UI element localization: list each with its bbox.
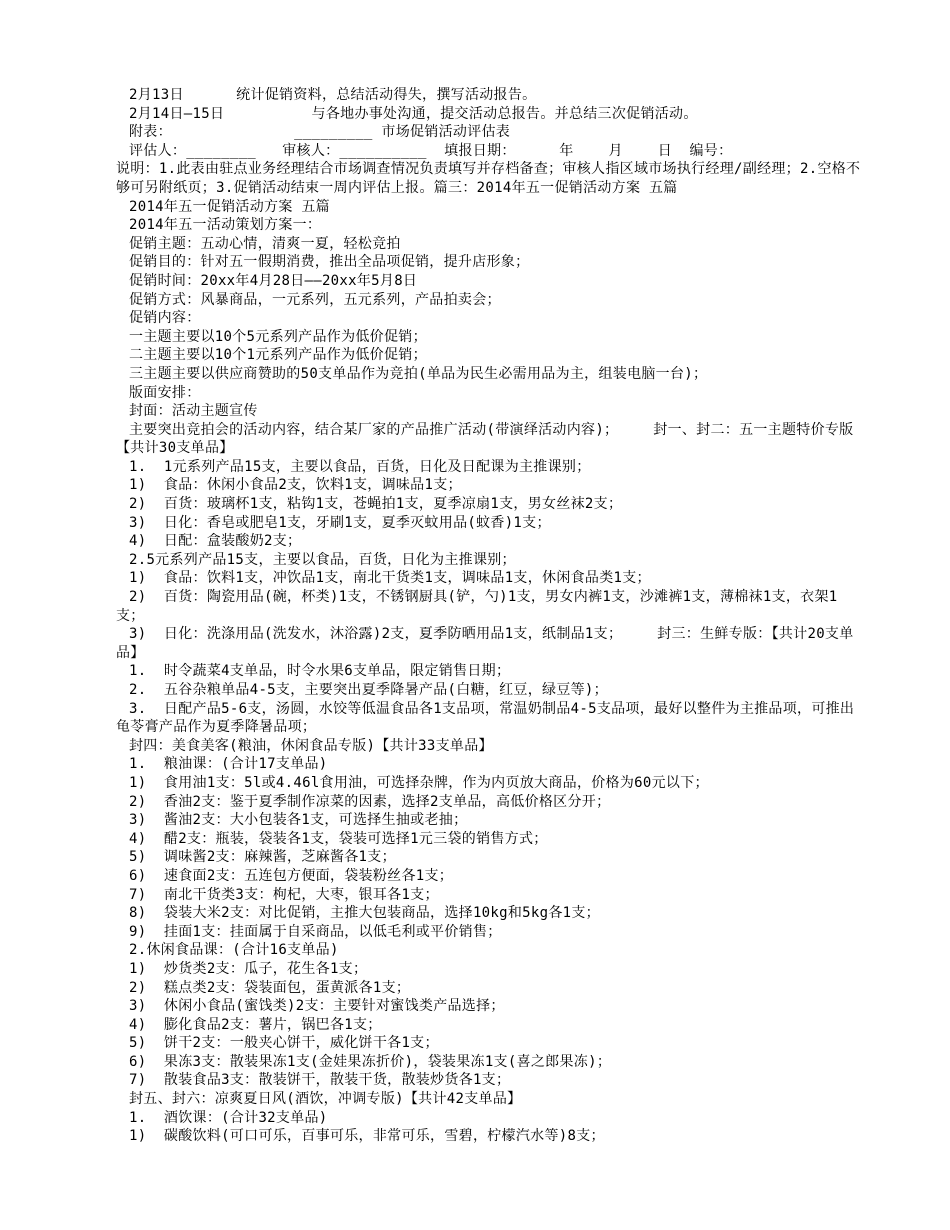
text-line: 2. 五谷杂粮单品4-5支，主要突出夏季降暑产品(白糖，红豆，绿豆等)； (129, 682, 608, 698)
text-line: 4) 日配：盒装酸奶2支； (129, 533, 302, 550)
text-line: 1) 炒货类2支：瓜子，花生各1支； (129, 960, 368, 977)
text-line: 5) 调味酱2支：麻辣酱，芝麻酱各1支； (129, 849, 396, 866)
text-line: 4) 膨化食品2支：薯片，锅巴各1支； (129, 1016, 382, 1033)
text-line: 3) 休闲小食品(蜜饯类)2支：主要针对蜜饯类产品选择； (129, 998, 505, 1015)
text-line: 促销方式：风暴商品，一元系列，五元系列，产品拍卖会； (129, 291, 501, 308)
text-line: 附表： _________ 市场促销活动评估表 (129, 124, 511, 141)
document-body (116, 86, 862, 1146)
text-line: 促销主题：五动心情，清爽一夏，轻松竞拍 (129, 235, 401, 252)
text-line: 1. 粮油课：(合计17支单品) (129, 756, 328, 773)
text-line: 2014年五一活动策划方案一： (129, 217, 322, 234)
text-line: 2) 百货：玻璃杯1支，粘钩1支，苍蝇拍1支，夏季凉扇1支，男女丝袜2支； (129, 496, 623, 513)
text-line: 1) 食品：饮料1支，冲饮品1支，南北干货类1支，调味品1支，休闲食品类1支； (129, 570, 651, 587)
text-line: 5) 饼干2支：一般夹心饼干，威化饼干各1支； (129, 1035, 439, 1052)
text-line: 2月14日—15日 与各地办事处沟通，提交活动总报告。并总结三次促销活动。 (129, 105, 698, 122)
text-line: 2月13日 统计促销资料，总结活动得失，撰写活动报告。 (129, 87, 537, 103)
text-line: 2) 香油2支：鉴于夏季制作凉菜的因素，选择2支单品，高低价格区分开； (129, 793, 611, 810)
text-line: 1. 时令蔬菜4支单品，时令水果6支单品，限定销售日期； (129, 663, 511, 680)
text-line: 2.5元系列产品15支，主要以食品，百货，日化为主推课别； (129, 551, 516, 568)
text-line: 3) 酱油2支：大小包装各1支，可选择生抽或老抽； (129, 812, 468, 829)
text-line: 三主题主要以供应商赞助的50支单品作为竞拍(单品为民生必需用品为主，组装电脑一台)； (129, 365, 708, 382)
text-line: 1. 酒饮课：(合计32支单品) (129, 1109, 328, 1126)
text-line: 3) 日化：香皂或肥皂1支，牙刷1支，夏季灭蚊用品(蚊香)1支； (129, 514, 551, 531)
text-line: 促销时间：20xx年4月28日——20xx年5月8日 (129, 272, 418, 289)
text-line: 二主题主要以10个1元系列产品作为低价促销； (129, 347, 427, 364)
text-line: 1. 1元系列产品15支，主要以食品，百货，日化及日配课为主推课别； (129, 458, 591, 475)
text-line: 1) 碳酸饮料(可口可乐，百事可乐，非常可乐，雪碧，柠檬汽水等)8支； (129, 1128, 605, 1145)
text-line: 说明：1.此表由驻点业务经理结合市场调查情况负责填写并存档备查；审核人指区域市场执行经理/副经理；2.空格不够可另附纸页；3.促销活动结束一周内评估上报。篇三：2014年五一促销活动方案 五篇 (116, 161, 861, 196)
text-line: 2014年五一促销活动方案 五篇 (129, 198, 330, 215)
text-line: 6) 果冻3支：散装果冻1支(金娃果冻折价)，袋装果冻1支(喜之郎果冻)； (129, 1053, 612, 1070)
text-line: 评估人：________ 审核人：__________ 填报日期： 年 月 日 编号： (129, 142, 733, 159)
text-line: 3. 日配产品5-6支，汤圆，水饺等低温食品各1支品项，常温奶制品4-5支品项，最好以整件为主推品项，可推出龟苓膏产品作为夏季降暑品项； (116, 700, 855, 736)
text-line: 3) 日化：洗涤用品(洗发水，沐浴露)2支，夏季防晒用品1支，纸制品1支； 封三：生鲜专版：【共计20支单品】 (116, 626, 854, 661)
text-line: 1) 食品：休闲小食品2支，饮料1支，调味品1支； (129, 477, 462, 494)
text-line: 9) 挂面1支：挂面属于自采商品，以低毛利或平价销售； (129, 923, 502, 940)
text-line: 封四：美食美客(粮油，休闲食品专版)【共计33支单品】 (129, 737, 493, 754)
text-line: 主要突出竞拍会的活动内容，结合某厂家的产品推广活动(带演绎活动内容)； 封一、封二：五一主题特价专版【共计30支单品】 (116, 421, 854, 457)
text-line: 6) 速食面2支：五连包方便面，袋装粉丝各1支； (129, 867, 454, 884)
text-line: 封五、封六：凉爽夏日风(酒饮，冲调专版)【共计42支单品】 (129, 1091, 522, 1108)
text-line: 1) 食用油1支：5l或4.46l食用油，可选择杂牌，作为内页放大商品，价格为60元以下； (129, 774, 709, 791)
text-line: 封面：活动主题宣传 (129, 403, 258, 420)
text-line: 2.休闲食品课：(合计16支单品) (129, 942, 339, 959)
text-line: 2) 百货：陶瓷用品(碗，杯类)1支，不锈钢厨具(铲，勺)1支，男女内裤1支，沙滩裤1支，薄棉袜1支，衣架1支； (116, 589, 838, 624)
text-line: 促销内容： (129, 310, 201, 327)
text-line: 2) 糕点类2支：袋装面包，蛋黄派各1支； (129, 979, 411, 996)
text-line: 4) 醋2支：瓶装，袋装各1支，袋装可选择1元三袋的销售方式； (129, 830, 548, 847)
text-line: 7) 南北干货类3支：枸杞，大枣，银耳各1支； (129, 886, 439, 903)
text-line: 版面安排： (129, 384, 201, 401)
text-line: 一主题主要以10个5元系列产品作为低价促销； (129, 328, 427, 345)
text-line: 7) 散装食品3支：散装饼干，散装干货，散装炒货各1支； (129, 1072, 511, 1089)
text-line: 促销目的：针对五一假期消费，推出全品项促销，提升店形象； (129, 254, 530, 271)
text-line: 8) 袋装大米2支：对比促销，主推大包装商品，选择10kg和5kg各1支； (129, 905, 600, 922)
